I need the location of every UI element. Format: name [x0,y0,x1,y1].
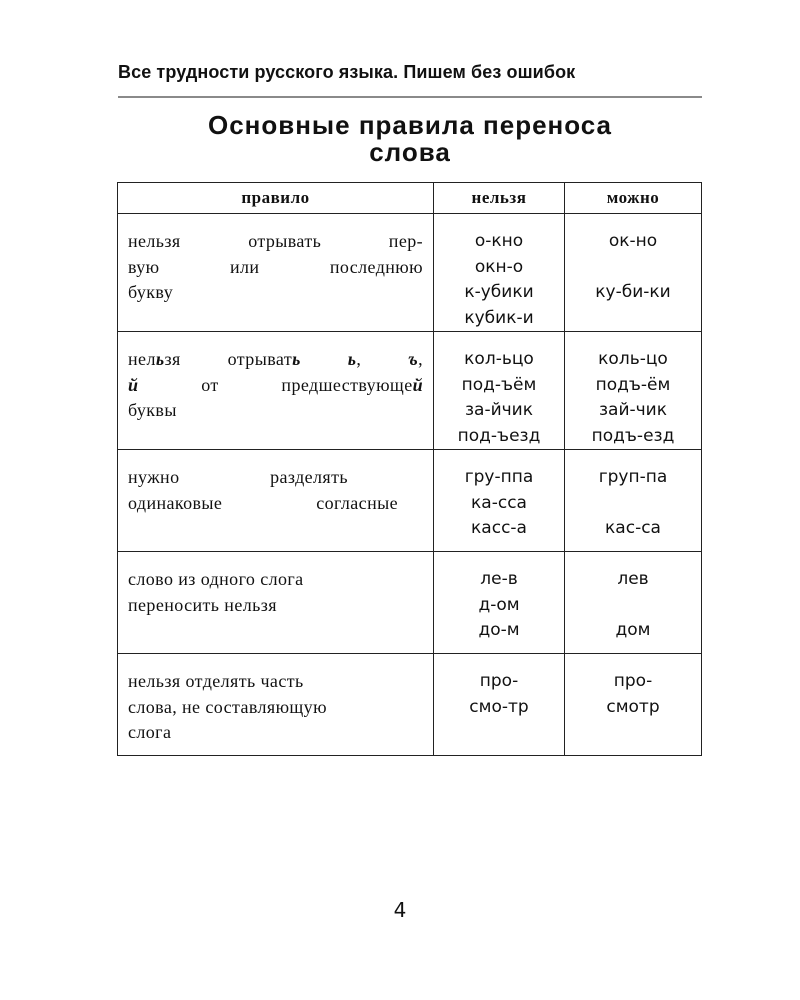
rule-line: переносить нельзя [128,594,277,615]
allowed-example: зай-чик [599,400,667,420]
rule-line: одинаковые согласные [128,492,398,513]
running-head: Все трудности русского языка. Пишем без ошибок [118,62,576,82]
page-title-line-2: слова [369,137,451,167]
rule-line: нельзя отделять часть [128,671,304,691]
allowed-example: лев [617,569,649,589]
rule-line: вую или последнюю [128,256,423,277]
rule-cell [118,214,434,332]
rule-cell [118,332,434,450]
page-title [118,112,702,166]
table-row [118,552,702,654]
rule-line: слова, не составляющую [128,696,327,717]
rule-line: нужно разделять [128,467,348,487]
rule-line: слово из одного слога [128,569,304,589]
forbidden-example: про- [479,671,519,691]
rule-cell [118,450,434,552]
rule-cell [118,654,434,756]
forbidden-example: за-йчик [465,400,533,420]
rule-cell [118,552,434,654]
forbidden-example: под-ъезд [457,425,541,446]
forbidden-example: ка-сса [471,492,527,513]
table-row [118,450,702,552]
forbidden-cell [434,332,565,450]
forbidden-example: касс-а [471,518,527,538]
column-header-allowed: можно [565,183,702,214]
allowed-cell [565,654,702,756]
allowed-example [565,306,701,332]
rule-line: нельзя отрывать ь, ъ, [128,349,423,369]
column-header-rule: правило [118,183,434,214]
forbidden-example: смо-тр [469,696,529,717]
allowed-example [565,491,701,517]
rule-line: букву [128,282,174,302]
forbidden-example: кубик-и [464,307,534,328]
forbidden-example: под-ъём [461,374,537,395]
forbidden-cell [434,450,565,552]
forbidden-example: кол-ьцо [464,349,534,369]
forbidden-example: о-кно [474,231,524,251]
page-number: 4 [393,898,407,922]
forbidden-cell [434,654,565,756]
allowed-example: смотр [606,696,660,717]
forbidden-example: окн-о [474,256,524,277]
rule-line: й от предшествующей [128,374,423,395]
allowed-example: груп-па [598,467,668,487]
forbidden-example: гру-ппа [464,467,534,487]
forbidden-example: д-ом [478,594,520,615]
forbidden-example: к-убики [464,282,534,302]
forbidden-cell [434,214,565,332]
allowed-example: дом [615,620,651,640]
table-row [118,654,702,756]
allowed-example: коль-цо [598,349,668,369]
allowed-example: подъ-езд [591,425,675,446]
header-divider [118,96,702,98]
allowed-example: подъ-ём [595,374,671,395]
rule-line: буквы [128,400,177,420]
table-row [118,332,702,450]
allowed-example: про- [613,671,653,691]
allowed-example: ок-но [608,231,658,251]
allowed-cell [565,214,702,332]
forbidden-example: ле-в [480,569,518,589]
hyphenation-rules-table [117,182,702,756]
allowed-cell [565,332,702,450]
forbidden-example: до-м [478,620,520,640]
page-title-line-1: Основные правила переноса [207,110,613,140]
allowed-example: кас-са [605,518,661,538]
allowed-example [565,255,701,281]
column-header-forbidden: нельзя [434,183,565,214]
table-header-row [118,183,702,214]
allowed-cell [565,450,702,552]
rule-line: слога [128,722,172,742]
allowed-example [565,593,701,619]
forbidden-cell [434,552,565,654]
rule-line: нельзя отрывать пер- [128,231,423,251]
allowed-example: ку-би-ки [595,282,671,302]
table-row [118,214,702,332]
allowed-cell [565,552,702,654]
